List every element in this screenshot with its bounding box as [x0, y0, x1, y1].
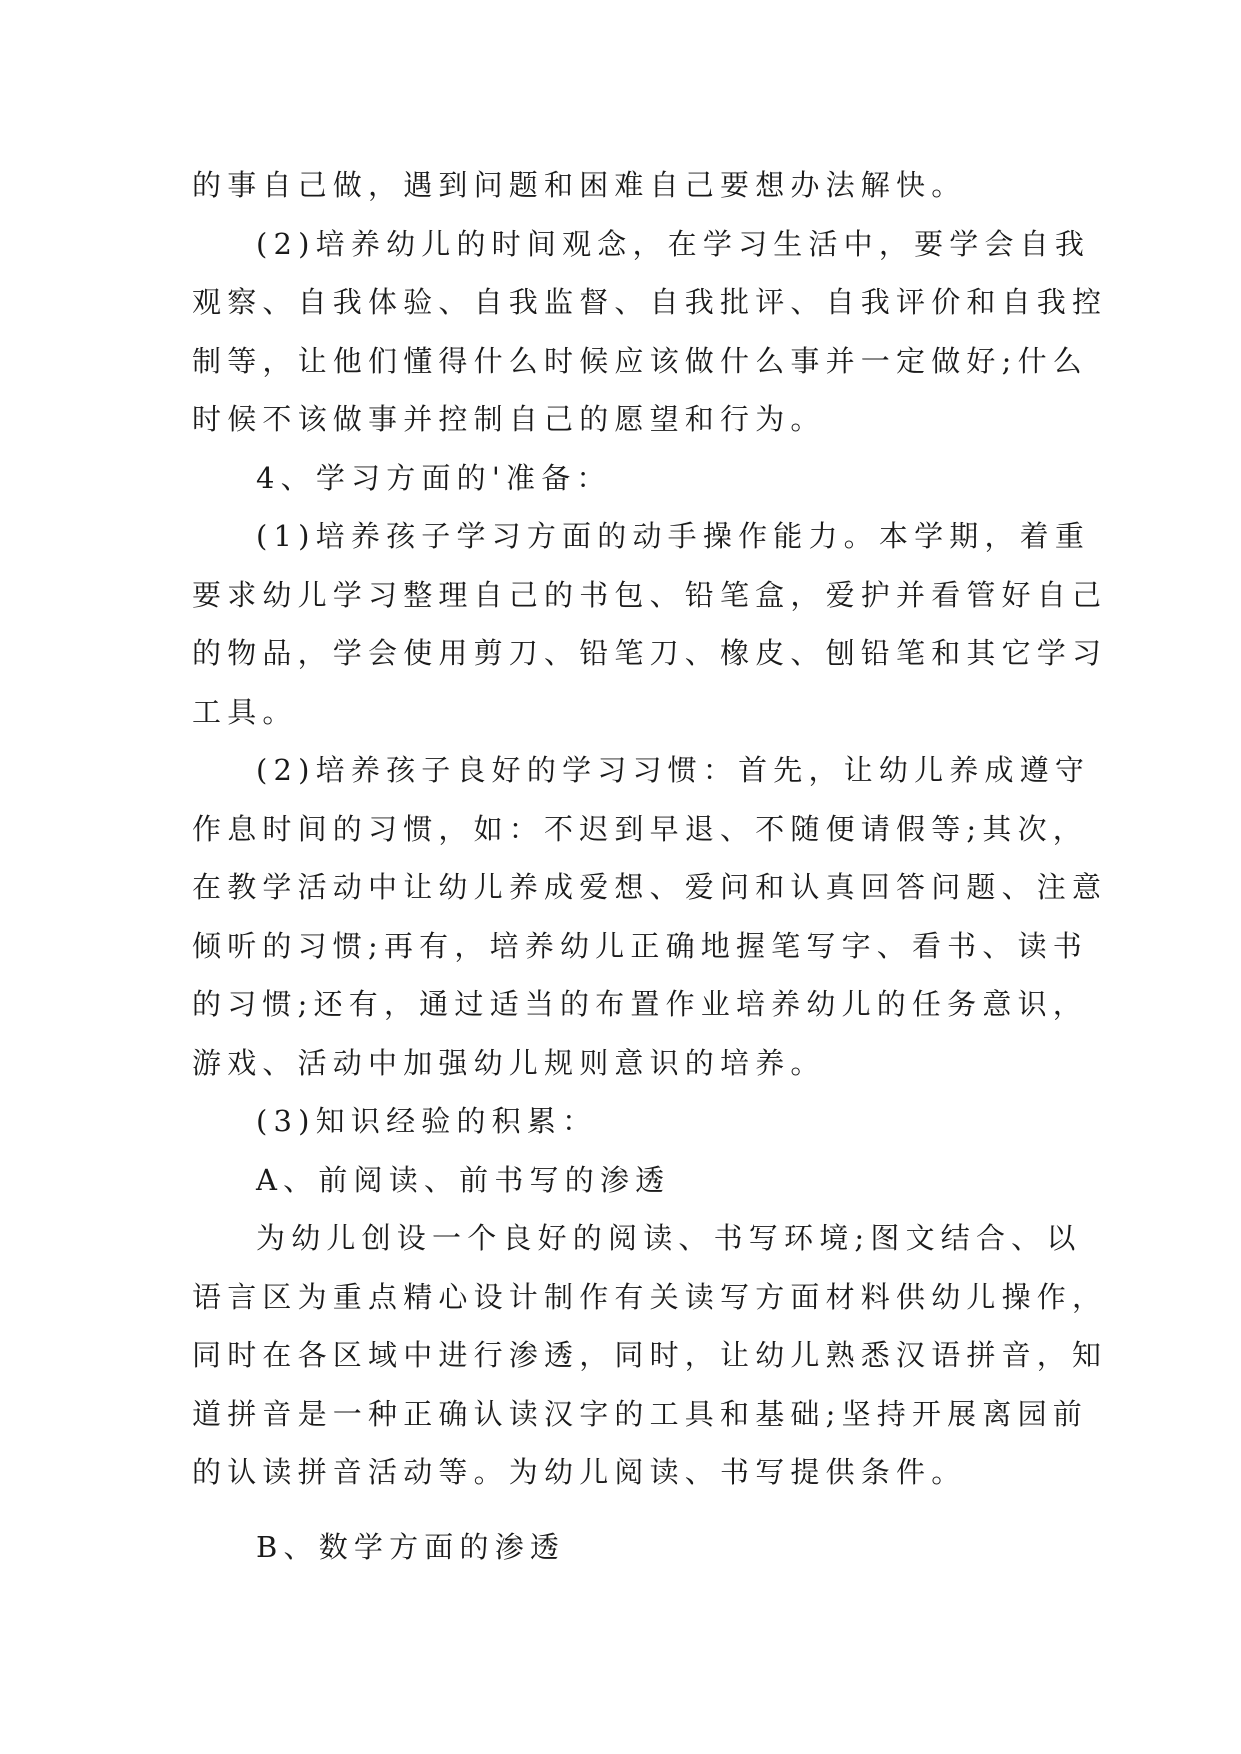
text-line-7: (1)培养孩子学习方面的动手操作能力。本学期，着重 [256, 519, 1091, 553]
text-line-8: 要求幼儿学习整理自己的书包、铅笔盒，爱护并看管好自己 [192, 577, 1108, 612]
text-line-14: 倾听的习惯;再有，培养幼儿正确地握笔写字、看书、读书 [192, 928, 1088, 963]
text-line-21: 同时在各区域中进行渗透，同时，让幼儿熟悉汉语拼音，知 [192, 1338, 1108, 1372]
paragraph-gap [192, 1502, 1058, 1518]
text-line-10: 工具。 [192, 694, 298, 729]
text-line-16: 游戏、活动中加强幼儿规则意识的培养。 [192, 1045, 826, 1080]
text-line-20: 语言区为重点精心设计制作有关读写方面材料供幼儿操作， [192, 1279, 1108, 1314]
text-line-17: (3)知识经验的积累： [256, 1104, 598, 1138]
text-line-15: 的习惯;还有，通过适当的布置作业培养幼儿的任务意识， [192, 987, 1088, 1021]
text-line-3: 观察、自我体验、自我监督、自我批评、自我评价和自我控 [192, 285, 1108, 319]
text-line-2: (2)培养幼儿的时间观念，在学习生活中，要学会自我 [256, 226, 1091, 261]
text-line-13: 在教学活动中让幼儿养成爱想、爱问和认真回答问题、注意 [192, 870, 1108, 904]
subheading-a: A、前阅读、前书写的渗透 [256, 1162, 671, 1197]
text-line-9: 的物品，学会使用剪刀、铅笔刀、橡皮、刨铅笔和其它学习 [192, 636, 1108, 670]
text-line-1: 的事自己做，遇到问题和困难自己要想办法解快。 [192, 168, 967, 202]
document-page [192, 156, 1108, 1576]
text-line-11: (2)培养孩子良好的学习习惯：首先，让幼儿养成遵守 [256, 753, 1091, 787]
text-line-23: 的认读拼音活动等。为幼儿阅读、书写提供条件。 [192, 1455, 967, 1489]
text-line-19: 为幼儿创设一个良好的阅读、书写环境;图文结合、以 [256, 1221, 1082, 1255]
text-line-4: 制等，让他们懂得什么时候应该做什么事并一定做好;什么 [192, 343, 1088, 378]
text-line-22: 道拼音是一种正确认读汉字的工具和基础;坚持开展离园前 [192, 1396, 1088, 1431]
text-line-12: 作息时间的习惯，如：不迟到早退、不随便请假等;其次， [192, 811, 1088, 846]
subheading-b: B、数学方面的渗透 [256, 1529, 566, 1564]
section-heading-4: 4、学习方面的'准备： [256, 460, 612, 495]
text-line-5: 时候不该做事并控制自己的愿望和行为。 [192, 402, 826, 436]
